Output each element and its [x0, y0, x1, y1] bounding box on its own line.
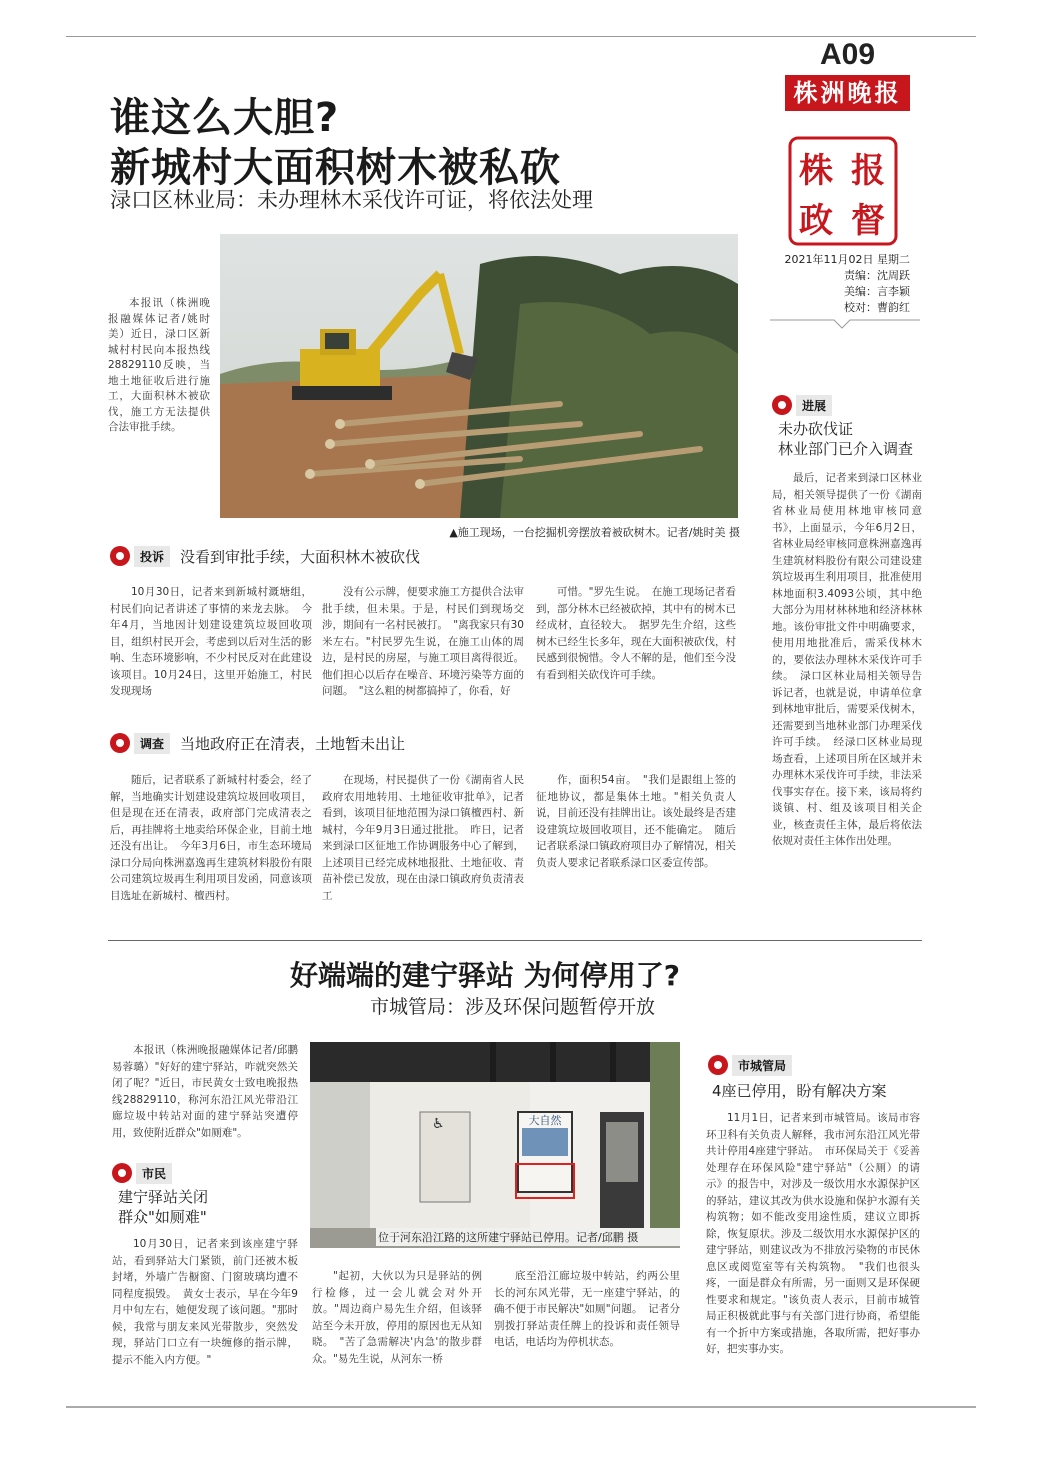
story-divider — [108, 940, 922, 941]
side-title-line1: 未办砍伐证 — [778, 420, 854, 438]
urban-column: 11月1日，记者来到市城管局。该局市容环卫科有关负责人解释，我市河东沿江风光带共计停用4座建宁驿站。 市环保局关于《妥善处理存在环保风险"建宁驿站"（公厕）的请示》的报告中，对涉及一级饮用水水源保护区的驿站，建议其改为供水设施和保护水源有关构筑物；如不能改变用途性质，建议立即拆除，恢复原状。涉及二级饮用水水源保护区的建宁驿站，则建议改为不排放污染物的市民休息区或阅览室等有关构筑物。 "我们也很头疼，一面是群众有所需，另一面则又是环保硬性要求和规定。"该负责人表示，目前市城管局正积极就此事与有关部门进行协商，希望能有一个折中方案或措施，各取所需，把好事办好，把实事办实。 — [706, 1112, 920, 1355]
story1-subhead: 渌口区林业局：未办理林木采伐许可证，将依法处理 — [110, 188, 593, 212]
section-tag-citizen — [112, 1162, 172, 1184]
side-column: 最后，记者来到渌口区林业局，相关领导提供了一份《湖南省林业局使用林地审核同意书》，上面显示，今年6月2日，省林业局经审核同意株洲嘉逸再生建筑材料股份有限公司建设建筑垃圾再生利用项目，批准使用林地面积3.4093公顷，其中绝大部分为用材林林地和经济林林地。该份审批文件中明确要求，使用用地批准后，需采伐林木的，要依法办理林木采伐许可手续。 渌口区林业局相关领导告诉记者，也就是说，申请单位拿到林地审批后，需要采伐树木，还需要到当地林业部门办理采伐许可手续。 经渌口区林业局现场查看，上述项目所在区域并未办理林木采伐许可手续，非法采伐事实存在。接下来，该局将约谈镇、村、组及该项目相关企业，核查责任主体，最后将依法依规对责任主体作出处理。 — [772, 472, 922, 847]
seal-char-2: 报 — [851, 151, 885, 191]
citizen-title-line2: 群众"如厕难" — [118, 1208, 207, 1226]
section-tag-label: 进展 — [796, 395, 832, 416]
sec2-column-2: 在现场，村民提供了一份《湖南省人民政府农用地转用、土地征收审批单》，记者看到，该项目征地范围为渌口镇檀西村、新城村，今年9月3日通过批批。 昨日，记者来到渌口区征地工作协调服务中心了解到，上述项目已经完成林地报批、土地征收、青苗补偿已发放，现在由渌口镇政府负责清表工 — [322, 774, 524, 902]
sec2-column-1: 随后，记者联系了新城村村委会，经了解，当地确实计划建设建筑垃圾回收项目，但是现在还在清表，政府部门完成清表之后，再挂牌将土地卖给环保企业，目前土地还没有出让。 今年3月6日，市生态环境局渌口分局向株洲嘉逸再生建筑材料股份有限公司建筑垃圾再生利用项目发函，同意该项目选址在新城村、檀西村。 — [110, 774, 312, 902]
red-circle-icon — [110, 733, 130, 753]
story2-mid-column-1: "起初，大伙以为只是驿站的例行检修，过一会儿就会对外开放。"周边商户易先生介绍，但该驿站至今未开放，停用的原因也无从知晓。 "苦了急需解决'内急'的散步群众。"易先生说，从河东一桥 — [312, 1270, 482, 1365]
proofreader-credit: 校对：曹韵红 — [844, 301, 910, 314]
section-title: 当地政府正在清表，土地暂未出让 — [180, 734, 406, 753]
station-photo-caption: 位于河东沿江路的这所建宁驿站已停用。记者/邱鹏 摄 — [376, 1228, 684, 1246]
story1-headline-line1: 谁这么大胆? — [110, 95, 340, 141]
issue-date: 2021年11月02日 星期二 — [784, 253, 910, 266]
section-tag-complaint — [110, 545, 420, 567]
section-title: 没看到审批手续，大面积林木被砍伐 — [180, 547, 421, 566]
svg-text:♿: ♿ — [432, 1116, 445, 1132]
excavator-photo-caption: ▲施工现场，一台挖掘机旁摆放着被砍树木。记者/姚时美 摄 — [449, 526, 740, 539]
section-tag-label: 市民 — [136, 1163, 172, 1184]
red-circle-icon — [110, 546, 130, 566]
story2-mid-column-2: 底至沿江廊垃圾中转站，约两公里长的河东风光带，无一座建宁驿站，的确不便于市民解决"如厕"问题。 记者分别拨打驿站责任牌上的投诉和责任领导电话，电话均为停机状态。 — [494, 1270, 680, 1348]
bottom-rule — [66, 1406, 976, 1408]
station-sign-text: 大自然 — [528, 1114, 562, 1127]
story2-headline: 好端端的建宁驿站 为何停用了? — [290, 959, 680, 992]
citizen-column: 10月30日，记者来到该座建宁驿站，看到驿站大门紧锁，前门还被木板封堵，外墙广告橱窗、门窗玻璃均遭不同程度损毁。 黄女士表示，早在今年9月中旬左右，她便发现了该问题。"那时候，我常与朋友来风光带散步，突然发现，驿站门口立有一块缠修的指示牌，提示不能入内方便。" — [112, 1238, 298, 1366]
editor-credit: 责编：沈周跃 — [844, 269, 910, 282]
section-tag-urban-management — [708, 1054, 792, 1076]
top-rule — [66, 36, 976, 37]
red-circle-icon — [772, 395, 792, 415]
sec1-column-1: 10月30日，记者来到新城村溉塘组，村民们向记者讲述了事情的来龙去脉。 今年4月，当地因计划建设建筑垃圾回收项目，组织村民开会，考虑到以后对生活的影响、生态环境影响，不少村民反对在此建设该项目。10月24日，这里开始施工，村民发现现场 — [110, 586, 312, 697]
sec1-column-2: 没有公示牌，便要求施工方提供合法审批手续，但未果。于是，村民们到现场交涉，期间有一名村民被打。 "离我家只有30米左右。"村民罗先生说，在施工山体的周边，是村民的房屋，与施工项目离得很近。他们担心以后存在噪音、环境污染等方面的问题。 "这么粗的树都搞掉了，你看，好 — [322, 586, 524, 697]
sec2-column-3: 作，面积54亩。 "我们是跟组上签的征地协议，都是集体土地。"相关负责人说，目前还没有挂牌出让。该处最终是否建设建筑垃圾回收项目，还不能确定。 随后记者联系渌口镇政府项目办了解情况，相关负责人要求记者联系渌口区委宣传部。 — [536, 774, 736, 869]
section-tag-investigation — [110, 732, 405, 754]
sec1-column-3: 可惜。"罗先生说。 在施工现场记者看到，部分林木已经被砍掉，其中有的树木已经成材，直径较大。 据罗先生介绍，这些树木已经生长多年，现在大面积被砍伐，村民感到很惋惜。令人不解的是，他们至今没有看到相关砍伐许可手续。 — [536, 586, 736, 681]
section-tag-label: 市城管局 — [732, 1055, 792, 1076]
side-title-line2: 林业部门已介入调查 — [778, 440, 914, 458]
section-tag-label: 调查 — [134, 733, 170, 754]
story1-lead: 本报讯（株洲晚报融媒体记者/姚时美）近日，渌口区新城村村民向本报热线28829110反映，当地土地征收后进行施工，大面积林木被砍伐，施工方无法提供合法审批手续。 — [108, 297, 210, 433]
red-circle-icon — [112, 1163, 132, 1183]
excavator-photo — [220, 234, 738, 518]
citizen-title-line1: 建宁驿站关闭 — [118, 1188, 209, 1206]
seal-logo — [788, 136, 898, 246]
paper-logo: 株洲晚报 — [785, 75, 910, 111]
station-photo — [310, 1042, 680, 1248]
urban-title: 4座已停用，盼有解决方案 — [712, 1082, 887, 1100]
designer-credit: 美编：言李颖 — [844, 285, 910, 298]
seal-char-4: 督 — [851, 201, 885, 241]
section-tag-progress — [772, 394, 832, 416]
story1-headline-line2: 新城村大面积树木被私砍 — [110, 145, 561, 191]
section-tag-label: 投诉 — [134, 546, 170, 567]
seal-char-3: 政 — [799, 201, 833, 241]
meta-underline — [770, 318, 920, 330]
page-number: A09 — [820, 38, 876, 71]
seal-char-1: 株 — [799, 151, 833, 191]
story2-lead: 本报讯（株洲晚报融媒体记者/邱鹏 易蓉璐）"好好的建宁驿站，咋就突然关闭了呢？"近日，市民黄女士致电晚报热线28829110，称河东沿江风光带沿江廊垃圾中转站对面的建宁驿站突遭停用，致使附近群众"如厕难"。 — [112, 1044, 298, 1139]
story2-subhead: 市城管局：涉及环保问题暂停开放 — [370, 996, 656, 1018]
red-circle-icon — [708, 1055, 728, 1075]
